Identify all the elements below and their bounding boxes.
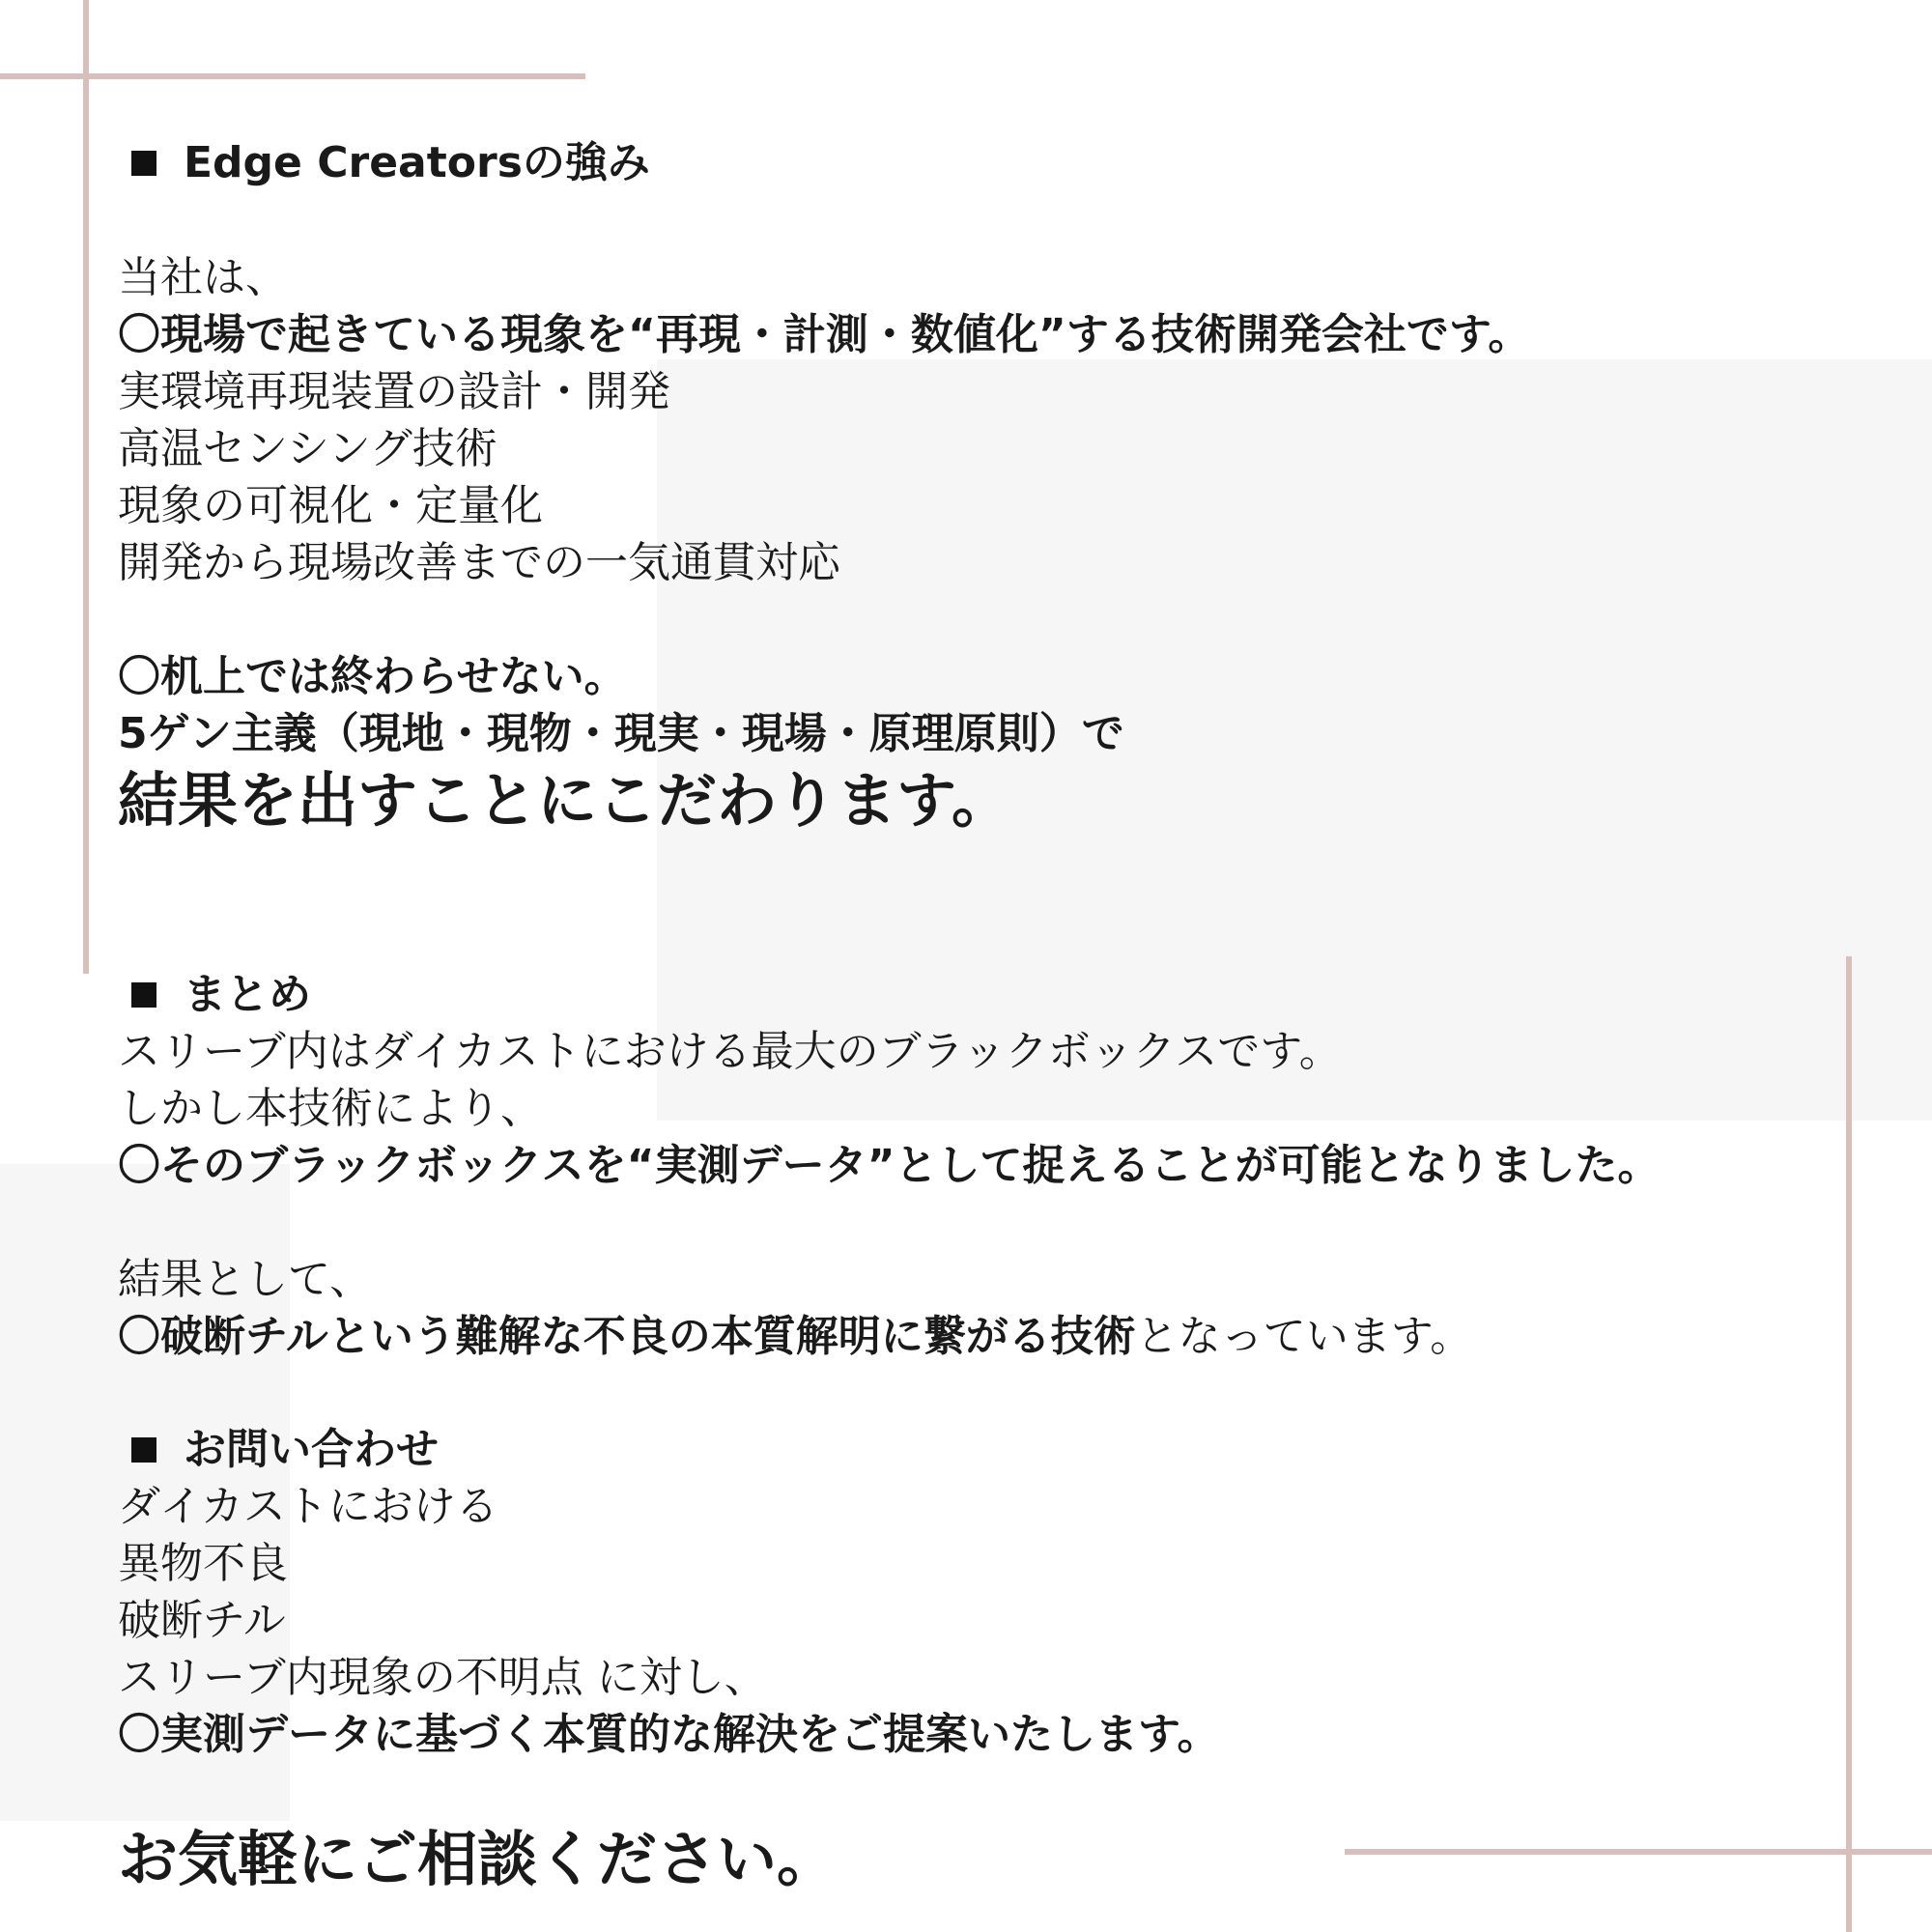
section-heading-strengths xyxy=(118,135,1915,191)
highlight-point: 〇そのブラックボックスを“実測データ”として捉えることが可能となりました。 xyxy=(118,1141,1661,1190)
highlight-point xyxy=(118,1308,1915,1365)
square-bullet-icon xyxy=(131,151,156,176)
square-bullet-icon xyxy=(131,1437,156,1463)
section-heading-summary xyxy=(118,967,1915,1023)
square-bullet-icon xyxy=(131,982,156,1008)
highlight-point: 〇実測データに基づく本質的な解決をご提案いたします。 xyxy=(118,1710,1220,1759)
decorative-line xyxy=(0,73,585,79)
body-text: スリーブ内はダイカストにおける最大のブラックボックスです。 xyxy=(118,1027,1342,1076)
key-statement: 結果を出すことにこだわります。 xyxy=(118,765,1012,836)
highlight-point: 〇机上では終わらせない。 xyxy=(118,652,627,701)
highlight-point: 〇現場で起きている現象を“再現・計測・数値化”する技術開発会社です。 xyxy=(118,310,1531,359)
intro-text: 当社は、 xyxy=(118,253,288,302)
highlight-rest: となっています。 xyxy=(1135,1312,1473,1361)
list-item: ダイカストにおける xyxy=(118,1482,498,1531)
section-title: Edge Creatorsの強み xyxy=(184,138,650,187)
closing-statement: お気軽にご相談ください。 xyxy=(118,1824,838,1894)
list-item: 実環境再現装置の設計・開発 xyxy=(118,367,670,416)
list-item: 異物不良 xyxy=(118,1539,288,1588)
list-item: 現象の可視化・定量化 xyxy=(118,481,543,530)
body-text: 結果として、 xyxy=(118,1255,373,1304)
list-item: スリーブ内現象の不明点 に対し、 xyxy=(118,1653,767,1702)
list-item: 破断チル xyxy=(118,1596,286,1645)
section-heading-contact xyxy=(118,1422,1915,1478)
document-content xyxy=(118,135,1915,1898)
body-text: しかし本技術により、 xyxy=(118,1084,543,1133)
list-item: 高温センシング技術 xyxy=(118,424,497,473)
highlight-point-sub: 5ゲン主義（現地・現物・現実・現場・原理原則）で xyxy=(118,709,1124,758)
section-title: お問い合わせ xyxy=(184,1425,439,1474)
highlight-bold: 〇破断チルという難解な不良の本質解明に繋がる技術 xyxy=(118,1312,1136,1361)
section-title: まとめ xyxy=(184,970,311,1019)
list-item: 開発から現場改善までの一気通貫対応 xyxy=(118,538,840,587)
decorative-line xyxy=(83,0,89,974)
